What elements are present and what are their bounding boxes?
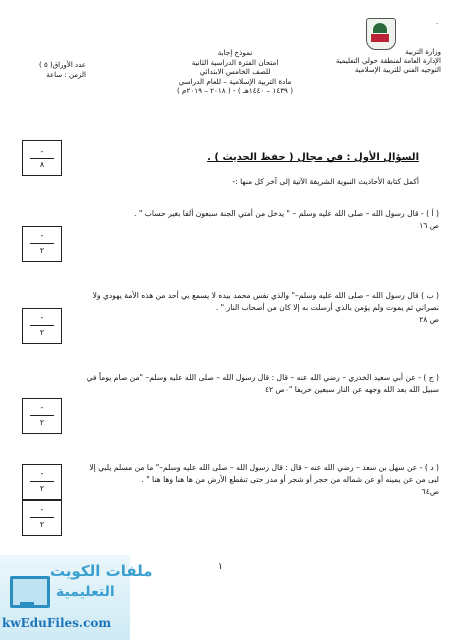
kuwait-emblem-icon xyxy=(366,18,396,50)
score-total: ٢ xyxy=(39,418,45,427)
score-divider xyxy=(30,158,54,159)
exam-header-line: نموذج إجابة xyxy=(217,48,253,57)
exam-header xyxy=(150,48,320,96)
score-total: ٢ xyxy=(39,246,45,255)
score-blank: - xyxy=(40,231,44,240)
logo-url[interactable]: kwEduFiles.com xyxy=(2,616,112,630)
score-box-item-b xyxy=(22,308,62,344)
score-box-item-c xyxy=(22,398,62,434)
score-blank: - xyxy=(40,469,44,478)
exam-meta xyxy=(6,60,86,80)
ministry-header xyxy=(321,48,441,75)
exam-header-line: امتحان الفترة الدراسية الثانية xyxy=(191,57,279,67)
question-instruction: أكمل كتابة الأحاديث النبوية الشريفة الآتية إلى آخر كل منها :- xyxy=(232,177,419,186)
hadith-text: ( د ) - عن سهل بن سعد – رضي الله عنه – قال : قال رسول الله – صلى الله عليه وسلم–" ما من مسلم يلبي إلا لبى من عن يمينه أو عن شماله من حجر أو شجر أو مدر حتى تنقطع الأرض من ها هنا وها هنا " . xyxy=(89,463,439,484)
exam-header-line: للصف الخامس الابتدائي xyxy=(199,67,271,77)
score-total: ٢ xyxy=(39,520,45,529)
exam-header-line: ( ١٤٣٩ – ١٤٤٠هـ ) - ( ٢٠١٨ – ٢٠١٩م ) xyxy=(176,86,294,96)
ministry-line: وزارة التربية xyxy=(405,48,441,56)
score-divider xyxy=(30,415,54,416)
score-blank: - xyxy=(40,505,44,514)
score-total: ٢ xyxy=(39,484,45,493)
logo-title: ملفات الكويت xyxy=(50,562,153,580)
exam-duration: الزمن : ساعة xyxy=(46,71,86,79)
hadith-item-c xyxy=(79,372,439,396)
ministry-line: الإدارة العامة لمنطقة حولي التعليمية xyxy=(335,57,441,65)
page-count: عدد الأوراق( ٥ ) xyxy=(39,61,86,69)
computer-stand-icon xyxy=(20,602,34,606)
score-box-item-d xyxy=(22,464,62,500)
page-number: ١ xyxy=(218,562,223,572)
exam-header-line: مادة التربية الإسلامية – للعام الدراسي xyxy=(178,76,292,86)
page-reference: ص ٢٨ xyxy=(419,315,439,324)
score-box-extra xyxy=(22,500,62,536)
score-box-item-a xyxy=(22,226,62,262)
score-blank: - xyxy=(40,313,44,322)
hadith-text: ( أ ) - قال رسول الله – صلى الله عليه وسلم – " يدخل من أمتي الجنة سبعون ألفا بغير حساب " . xyxy=(134,209,439,218)
page-reference: ص ١٦ xyxy=(419,221,439,230)
score-total: ٨ xyxy=(39,160,45,169)
hadith-item-b xyxy=(79,290,439,326)
score-total: ٢ xyxy=(39,328,45,337)
score-divider xyxy=(30,325,54,326)
hadith-text: ( ج ) - عن أبي سعيد الخدري – رضي الله عنه – قال : قال رسول الله – صلى الله عليه وسلم– "من صام يوماً في سبيل الله بعد الله وجهه عن النار سبعين خريفا "٠ص ٤٢ xyxy=(86,373,439,394)
score-blank: - xyxy=(40,403,44,412)
hadith-item-d xyxy=(79,462,439,498)
ministry-line: التوجيه الفني للتربية الإسلامية xyxy=(354,66,441,74)
score-box-question-1 xyxy=(22,140,62,176)
question-title: السؤال الأول : في مجال ( حفظ الحديث ) . xyxy=(207,152,419,163)
page-reference: ص٦٤ xyxy=(421,487,439,496)
logo-subtitle: التعليمية xyxy=(56,584,115,600)
hadith-text: ( ب ) قال رسول الله – صلى الله عليه وسلم–" والذي نفس محمد بيده لا يسمع بي أحد من هذه الأمة يهودي ولا نصراني ثم يموت ولم يؤمن بالذي أرسلت به إلا كان من أصحاب النار " . xyxy=(92,291,439,312)
hadith-item-a xyxy=(79,208,439,232)
score-divider xyxy=(30,243,54,244)
score-divider xyxy=(30,517,54,518)
score-blank: - xyxy=(40,147,44,156)
score-divider xyxy=(30,481,54,482)
top-mark: . xyxy=(436,18,439,26)
